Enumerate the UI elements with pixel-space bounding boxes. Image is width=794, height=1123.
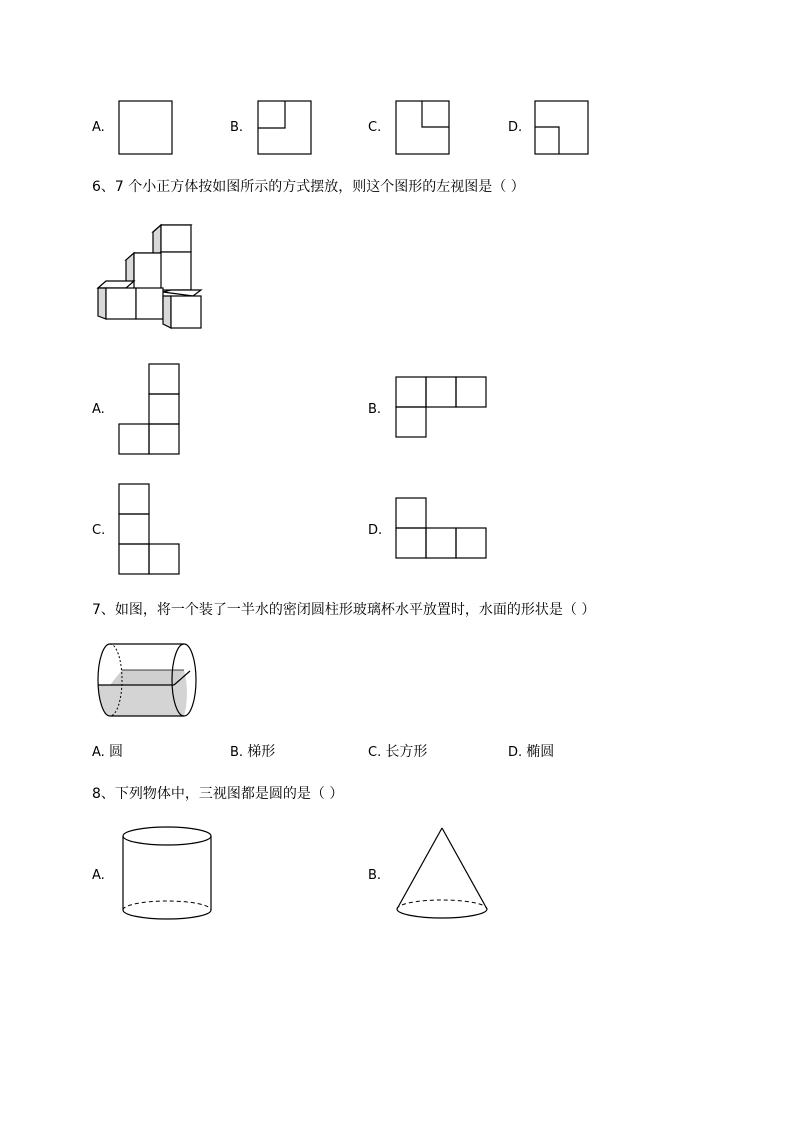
q6-option-c-letter: C. [92, 523, 106, 538]
q6-option-b-figure [395, 376, 489, 440]
q5-option-b-letter: B. [230, 120, 244, 135]
q6-option-b-letter: B. [368, 402, 382, 417]
q7-option-d-letter: D. [508, 745, 523, 760]
q6-option-a-letter: A. [92, 402, 105, 417]
q7-option-b-text: 梯形 [247, 744, 276, 760]
q7-option-a [92, 745, 123, 760]
q5-option-c-letter: C. [368, 120, 382, 135]
q8-option-b-letter: B. [368, 868, 382, 883]
q7-option-b-letter: B. [230, 745, 244, 760]
q6-option-d-figure [395, 497, 489, 561]
q5-option-a-letter: A. [92, 120, 105, 135]
q6-option-a-figure [118, 363, 182, 457]
q7-option-c-letter: C. [368, 745, 382, 760]
q8-stem: 8、下列物体中，三视图都是圆的是（ ） [92, 786, 344, 802]
q8-option-a-letter: A. [92, 868, 105, 883]
q7-stem: 7、如图，将一个装了一半水的密闭圆柱形玻璃杯水平放置时，水面的形状是（ ） [92, 602, 596, 618]
q8-option-a-cylinder-figure [122, 826, 216, 922]
q6-option-c-figure [118, 483, 182, 577]
q6-cube-stack-figure [96, 224, 204, 330]
q7-cylinder-water-figure [94, 642, 198, 720]
q6-option-d-letter: D. [368, 523, 383, 538]
q7-option-a-text: 圆 [108, 744, 123, 760]
q5-option-a-figure [118, 100, 174, 156]
q6-stem: 6、7 个小正方体按如图所示的方式摆放，则这个图形的左视图是（ ） [92, 179, 525, 195]
q7-option-d-text: 椭圆 [526, 744, 555, 760]
q5-option-b-figure [257, 100, 313, 156]
q7-option-b [230, 745, 275, 760]
q5-option-d-letter: D. [508, 120, 523, 135]
q7-option-c-text: 长方形 [385, 744, 428, 760]
q7-option-c [368, 745, 427, 760]
q7-option-a-letter: A. [92, 745, 105, 760]
q5-option-c-figure [395, 100, 451, 156]
q8-option-b-cone-figure [396, 826, 490, 922]
q7-option-d [508, 745, 554, 760]
q5-option-d-figure [534, 100, 590, 156]
